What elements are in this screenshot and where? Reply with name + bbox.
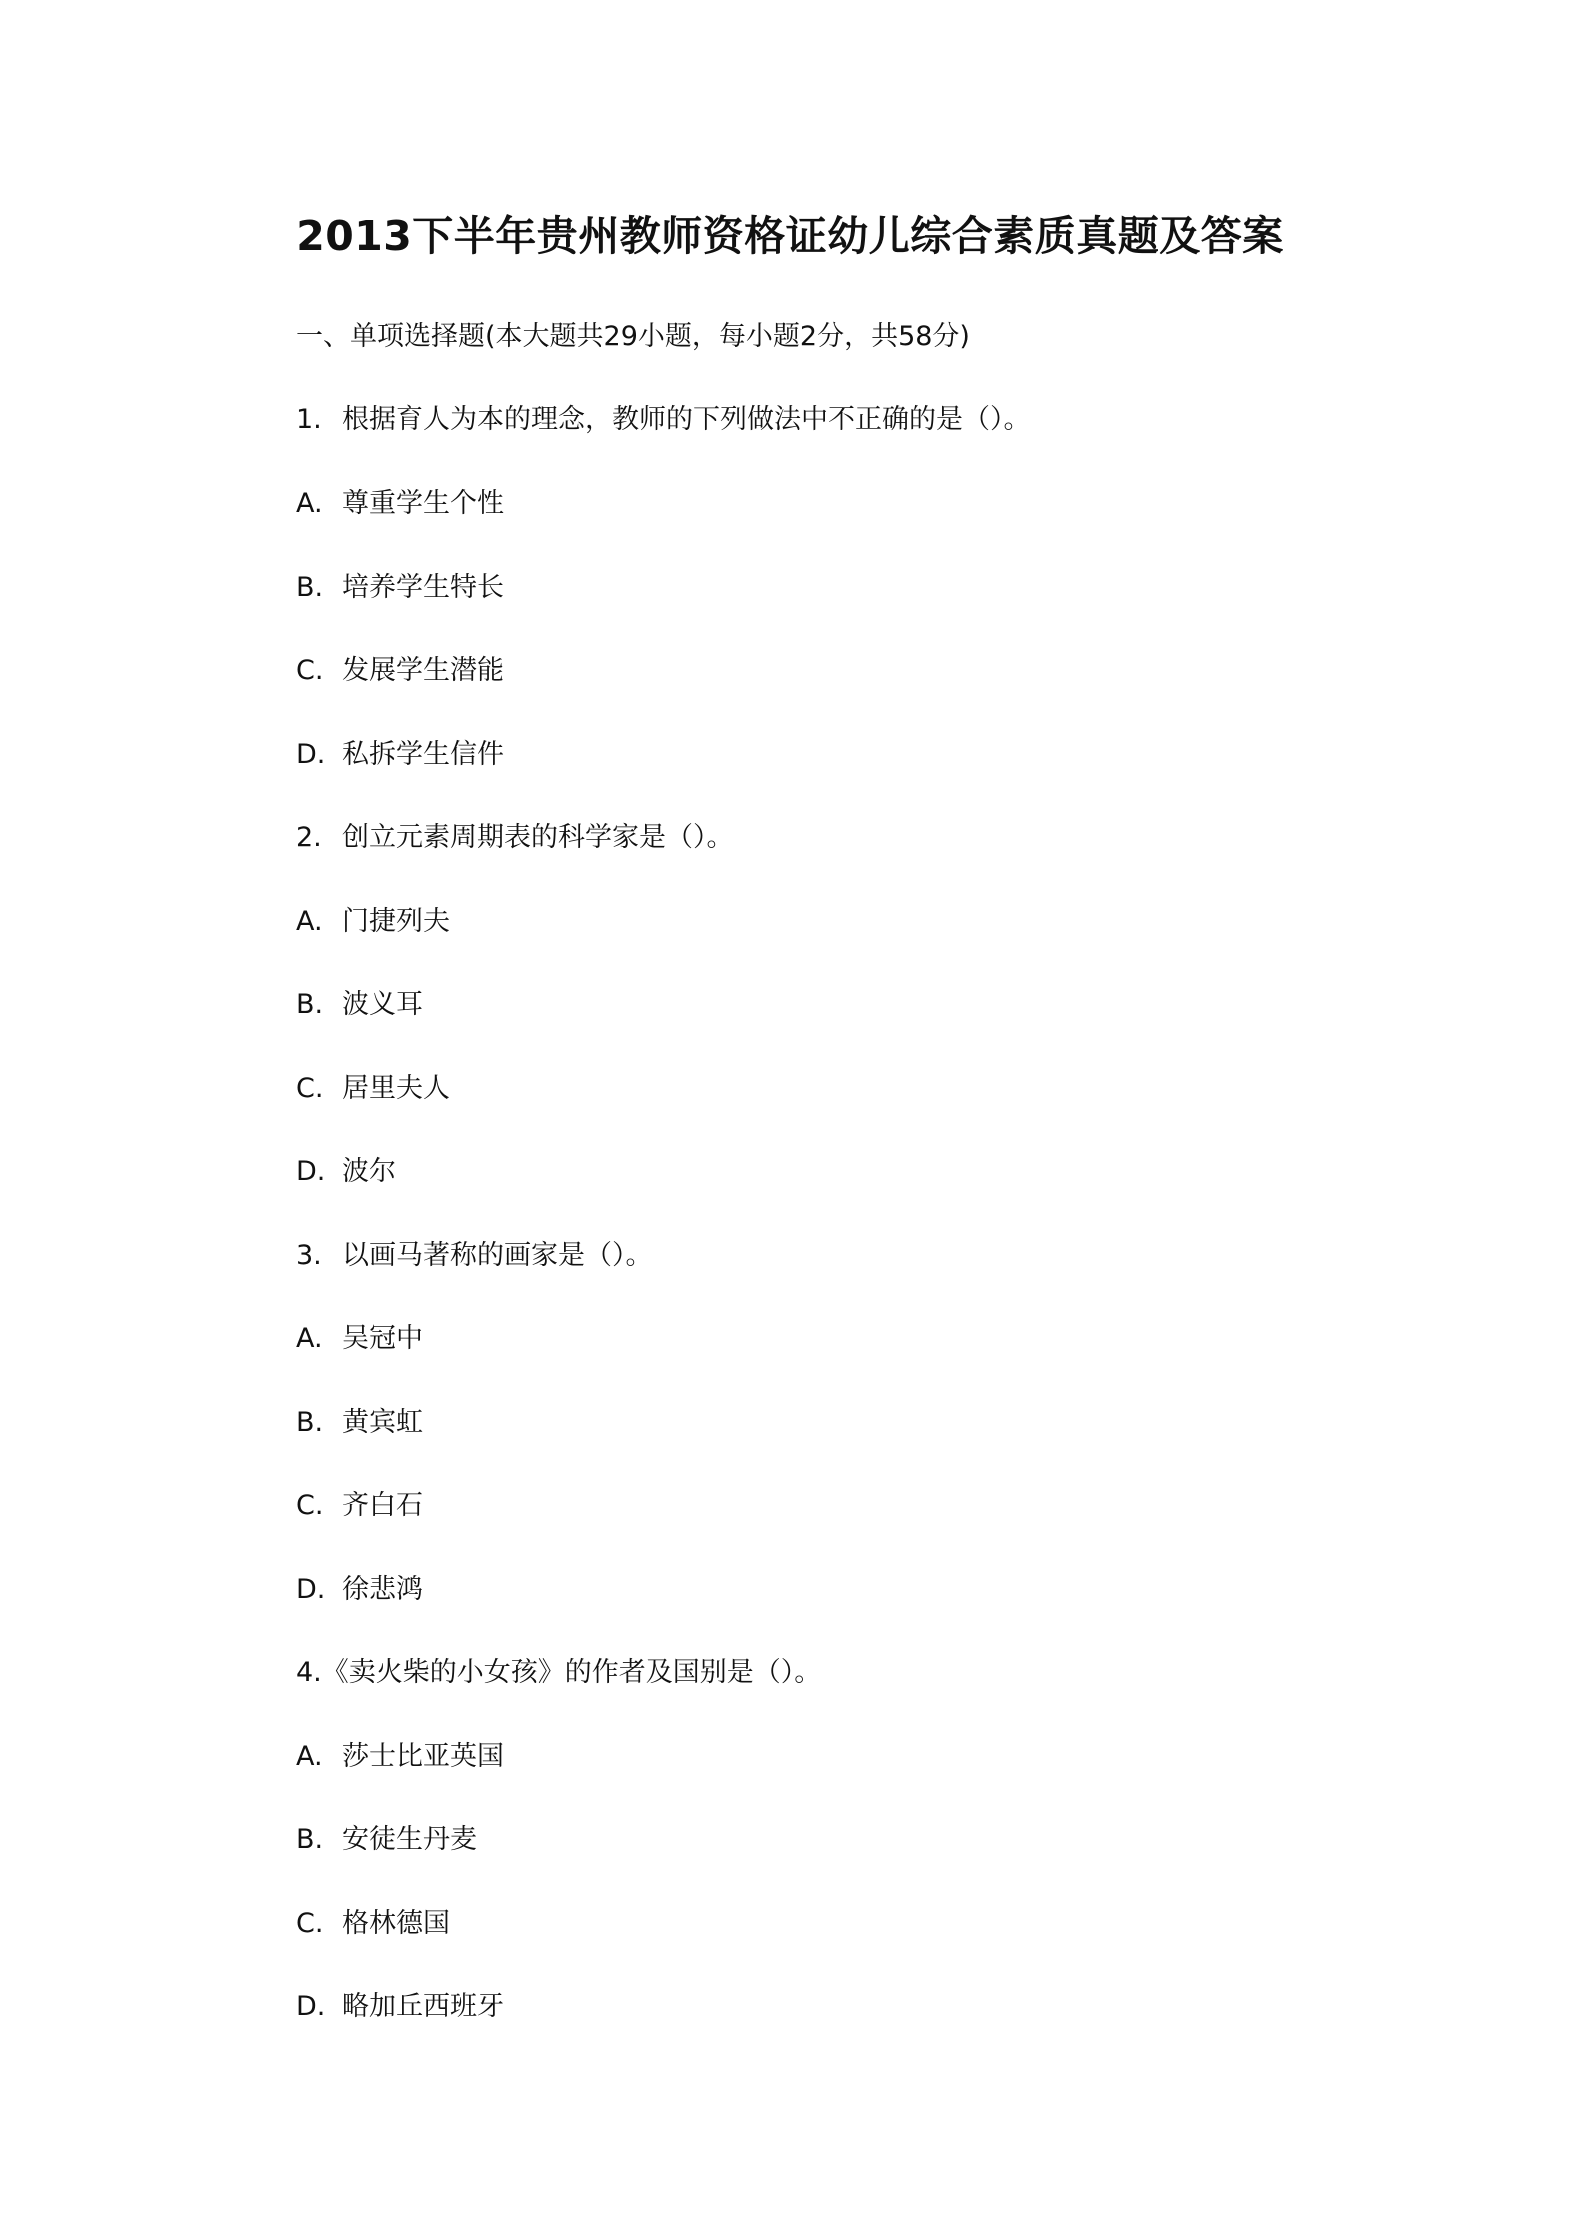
question-number: 2. <box>296 822 322 853</box>
option-text: 黄宾虹 <box>342 1407 423 1438</box>
question-number: 1. <box>296 404 322 435</box>
option-label: B. <box>296 1824 324 1855</box>
option-1a <box>296 484 504 524</box>
option-label: A. <box>296 488 323 519</box>
option-text: 私拆学生信件 <box>342 739 504 770</box>
question-1 <box>296 400 1031 440</box>
option-1d <box>296 735 504 775</box>
option-4c <box>296 1904 450 1944</box>
option-3d <box>296 1570 423 1610</box>
option-text: 门捷列夫 <box>342 906 450 937</box>
question-number: 3. <box>296 1240 322 1271</box>
option-text: 略加丘西班牙 <box>342 1991 504 2022</box>
option-text: 居里夫人 <box>342 1073 450 1104</box>
option-label: C. <box>296 655 324 686</box>
option-label: A. <box>296 906 323 937</box>
section-heading: 一、单项选择题(本大题共29小题，每小题2分，共58分) <box>296 321 970 352</box>
option-text: 齐白石 <box>342 1490 423 1521</box>
option-label: B. <box>296 1407 324 1438</box>
question-text: 以画马著称的画家是（）。 <box>342 1240 653 1271</box>
option-4a <box>296 1737 504 1777</box>
option-label: B. <box>296 572 324 603</box>
question-text: 根据育人为本的理念，教师的下列做法中不正确的是（）。 <box>342 404 1031 435</box>
option-text: 格林德国 <box>342 1908 450 1939</box>
option-label: D. <box>296 1574 326 1605</box>
option-text: 培养学生特长 <box>342 572 504 603</box>
option-1b <box>296 568 504 608</box>
option-label: C. <box>296 1490 324 1521</box>
option-label: A. <box>296 1323 323 1354</box>
option-1c <box>296 651 504 691</box>
option-2b <box>296 985 423 1025</box>
option-label: C. <box>296 1908 324 1939</box>
question-number: 4. <box>296 1657 322 1688</box>
option-text: 波尔 <box>342 1156 396 1187</box>
option-4b <box>296 1820 477 1860</box>
option-2c <box>296 1069 450 1109</box>
option-4d <box>296 1987 504 2027</box>
option-text: 尊重学生个性 <box>342 488 504 519</box>
option-3b <box>296 1403 423 1443</box>
option-3c <box>296 1486 423 1526</box>
question-text: 《卖火柴的小女孩》的作者及国别是（）。 <box>321 1657 822 1688</box>
document-title: 2013下半年贵州教师资格证幼儿综合素质真题及答案 <box>296 212 1284 260</box>
question-text: 创立元素周期表的科学家是（）。 <box>342 822 734 853</box>
option-label: D. <box>296 739 326 770</box>
option-text: 徐悲鸿 <box>342 1574 423 1605</box>
option-2a <box>296 902 450 942</box>
option-label: C. <box>296 1073 324 1104</box>
option-label: B. <box>296 989 324 1020</box>
option-text: 安徒生丹麦 <box>342 1824 477 1855</box>
option-3a <box>296 1319 423 1359</box>
option-text: 发展学生潜能 <box>342 655 504 686</box>
option-label: D. <box>296 1991 326 2022</box>
option-label: D. <box>296 1156 326 1187</box>
question-3 <box>296 1236 653 1276</box>
option-text: 吴冠中 <box>342 1323 423 1354</box>
option-text: 波义耳 <box>342 989 423 1020</box>
option-label: A. <box>296 1741 323 1772</box>
option-2d <box>296 1152 396 1192</box>
option-text: 莎士比亚英国 <box>342 1741 504 1772</box>
question-4 <box>296 1653 821 1693</box>
question-2 <box>296 818 734 858</box>
